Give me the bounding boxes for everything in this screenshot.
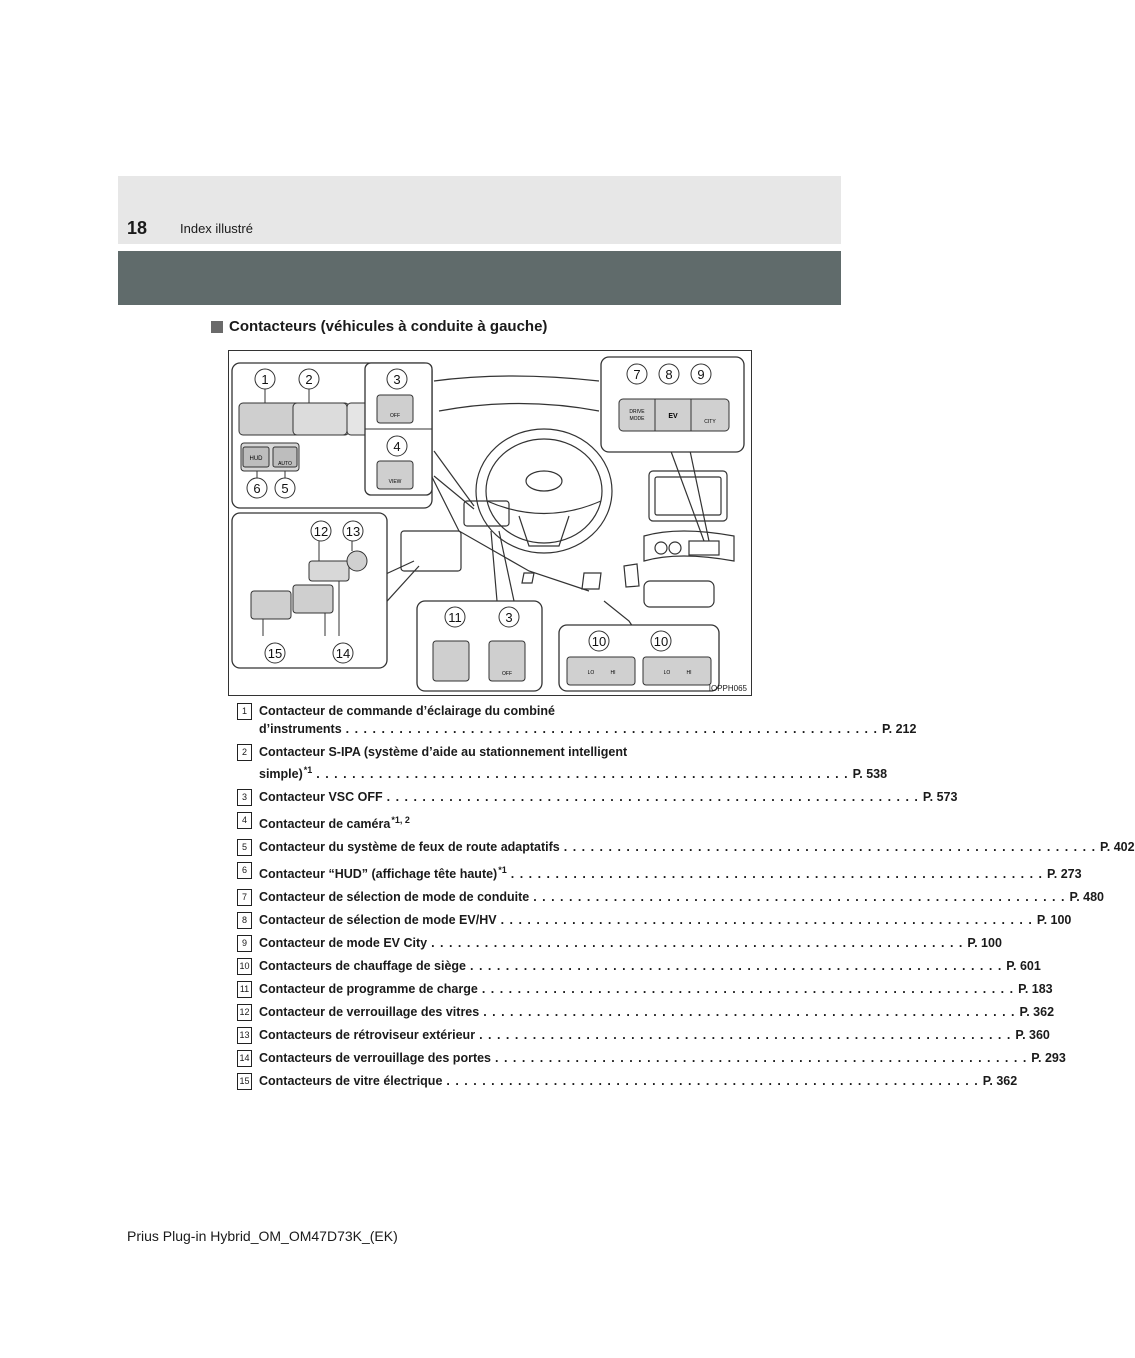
callout-2: 2 xyxy=(305,372,313,387)
dot-leader: . . . . . . . . . . . . . . . . . . . . . . . . . . . . . . . . . . . . . . . . . . . . . . . . . . . . . . . . . . . . xyxy=(563,840,1097,855)
list-item xyxy=(237,1026,1050,1044)
item-line xyxy=(259,720,917,738)
item-number-badge: 2 xyxy=(237,744,252,761)
callout-12: 12 xyxy=(313,524,329,539)
item-footnote-marker: *1, 2 xyxy=(391,815,410,826)
item-label xyxy=(259,1049,491,1067)
item-line xyxy=(259,1072,1018,1090)
item-page-ref[interactable]: P. 573 xyxy=(922,790,958,805)
item-label-text: Contacteur VSC OFF xyxy=(259,790,383,805)
item-line xyxy=(259,1049,1066,1067)
item-text xyxy=(259,811,727,833)
dot-leader: . . . . . . . . . . . . . . . . . . . . . . . . . . . . . . . . . . . . . . . . . . . . . . . . . . . . . . . . . . . . xyxy=(345,722,878,736)
item-number-badge: 1 xyxy=(237,703,252,720)
item-label xyxy=(259,811,410,833)
illustration-code: IOPPH065 xyxy=(708,684,747,693)
item-line xyxy=(259,911,1072,929)
item-number-badge: 9 xyxy=(237,935,252,952)
callout-1: 1 xyxy=(261,372,269,387)
item-number-badge: 14 xyxy=(237,1050,252,1067)
callout-10b: 10 xyxy=(653,634,669,649)
section-title-text: Contacteurs (véhicules à conduite à gauche) xyxy=(229,318,548,335)
item-page-ref[interactable]: P. 360 xyxy=(1015,1028,1050,1043)
item-label-text: Contacteur du système de feux de route adaptatifs xyxy=(259,840,560,855)
lo-label-right: LO xyxy=(663,670,671,676)
item-text xyxy=(259,1072,1018,1090)
item-footnote-marker: *1 xyxy=(303,765,313,775)
item-text xyxy=(259,957,1041,975)
list-item xyxy=(237,911,1072,929)
item-label-text: Contacteurs de chauffage de siège xyxy=(259,959,467,974)
item-text xyxy=(259,934,1002,952)
item-label-line1: Contacteur de commande d’éclairage du combiné xyxy=(259,704,555,718)
dot-leader: . . . . . . . . . . . . . . . . . . . . . . . . . . . . . . . . . . . . . . . . . . . . . . . . . . . . . . . . . . . . xyxy=(470,959,1003,974)
item-label xyxy=(259,1026,475,1044)
list-item xyxy=(237,702,917,738)
item-page-ref[interactable]: P. 480 xyxy=(1069,890,1104,905)
list-item xyxy=(237,1072,1018,1090)
item-line xyxy=(259,838,1135,856)
item-label xyxy=(259,888,529,906)
list-item xyxy=(237,888,1104,906)
item-footnote-marker: *1 xyxy=(498,865,507,876)
dot-leader: . . . . . . . . . . . . . . . . . . . . . . . . . . . . . . . . . . . . . . . . . . . . . . . . . . . . . . . . . . . . xyxy=(386,790,919,805)
list-item xyxy=(237,1003,1055,1021)
callout-8: 8 xyxy=(665,367,673,382)
lo-label-left: LO xyxy=(587,670,595,676)
auto-label: AUTO xyxy=(278,461,292,467)
item-label xyxy=(259,788,383,806)
dot-leader: . . . . . . . . . . . . . . . . . . . . . . . . . . . . . . . . . . . . . . . . . . . . . . . . . . . . . . . . . . . . xyxy=(446,1074,979,1089)
item-label-line1: Contacteur S-IPA (système d’aide au stationnement intelligent xyxy=(259,745,628,759)
item-text xyxy=(259,888,1104,906)
list-item xyxy=(237,957,1041,975)
item-text xyxy=(259,788,958,806)
list-item xyxy=(237,934,1002,952)
item-number-badge: 3 xyxy=(237,789,252,806)
item-label xyxy=(259,838,560,856)
item-line xyxy=(259,1026,1050,1044)
city-label: CITY xyxy=(704,419,716,425)
item-label-text: Contacteurs de rétroviseur extérieur xyxy=(259,1028,476,1043)
item-page-ref[interactable]: P. 362 xyxy=(1019,1005,1055,1020)
callout-3: 3 xyxy=(393,372,401,387)
dot-leader: . . . . . . . . . . . . . . . . . . . . . . . . . . . . . . . . . . . . . . . . . . . . . . . . . . . . . . . . . . . . xyxy=(495,1051,1028,1066)
page-number: 18 xyxy=(127,218,148,238)
item-line xyxy=(259,788,958,806)
item-label xyxy=(259,720,342,738)
item-label-text: simple) xyxy=(259,767,303,782)
switch-illustration xyxy=(228,350,752,696)
item-number-badge: 7 xyxy=(237,889,252,906)
item-label xyxy=(259,957,466,975)
list-item xyxy=(237,743,888,783)
item-number-badge: 13 xyxy=(237,1027,252,1044)
callout-14: 14 xyxy=(335,646,351,661)
item-label xyxy=(259,911,497,929)
item-label xyxy=(259,1072,442,1090)
item-page-ref[interactable]: P. 402 xyxy=(1100,840,1135,855)
item-label-text: Contacteur de caméra xyxy=(259,817,391,832)
dot-leader: . . . . . . . . . . . . . . . . . . . . . . . . . . . . . . . . . . . . . . . . . . . . . . . . . . . . . . . . . . . . xyxy=(481,982,1015,997)
callout-15: 15 xyxy=(267,646,283,661)
item-line xyxy=(259,888,1104,906)
item-page-ref[interactable]: P. 183 xyxy=(1018,982,1053,997)
list-item xyxy=(237,980,1053,998)
vsc-off-label: OFF xyxy=(390,413,400,419)
item-line xyxy=(259,934,1002,952)
list-item xyxy=(237,1049,1066,1067)
dot-leader: . . . . . . . . . . . . . . . . . . . . . . . . . . . . . . . . . . . . . . . . . . . . . . . . . . . . . . . . . . . . xyxy=(431,936,964,951)
item-line xyxy=(259,957,1041,975)
item-label xyxy=(259,1003,479,1021)
item-number-badge: 5 xyxy=(237,839,252,856)
callout-5: 5 xyxy=(281,481,289,496)
item-label-text: Contacteurs de verrouillage des portes xyxy=(259,1051,492,1066)
item-number-badge: 4 xyxy=(237,812,252,829)
vsc-off-label-2: OFF xyxy=(502,671,512,677)
item-text xyxy=(259,911,1072,929)
drive-label: DRIVE xyxy=(629,409,645,415)
callout-6: 6 xyxy=(253,481,261,496)
item-number-badge: 10 xyxy=(237,958,252,975)
list-item xyxy=(237,861,1082,883)
bullet-square-icon xyxy=(211,321,223,333)
dot-leader: . . . . . . . . . . . . . . . . . . . . . . . . . . . . . . . . . . . . . . . . . . . . . . . . . . . . . . . . . . . . xyxy=(533,890,1066,905)
list-item xyxy=(237,811,727,833)
hud-label: HUD xyxy=(249,456,263,462)
view-label: VIEW xyxy=(388,479,402,485)
item-text xyxy=(259,861,1082,883)
item-label-text: Contacteur de verrouillage des vitres xyxy=(259,1005,480,1020)
dot-leader: . . . . . . . . . . . . . . . . . . . . . . . . . . . . . . . . . . . . . . . . . . . . . . . . . . . . . . . . . . . . xyxy=(500,913,1033,928)
item-text xyxy=(259,702,917,738)
hi-label-right: HI xyxy=(686,670,692,676)
callout-11: 11 xyxy=(448,610,462,625)
callout-7: 7 xyxy=(633,367,641,382)
item-label-text: Contacteur “HUD” (affichage tête haute) xyxy=(259,867,498,882)
item-line xyxy=(259,1003,1055,1021)
callout-13: 13 xyxy=(345,524,361,539)
callout-4: 4 xyxy=(393,439,401,454)
item-label xyxy=(259,761,312,783)
item-text xyxy=(259,980,1053,998)
item-page-ref[interactable]: P. 273 xyxy=(1047,867,1082,882)
ev-label: EV xyxy=(668,413,678,420)
item-text xyxy=(259,743,888,783)
section-name: Index illustré xyxy=(180,221,253,236)
item-label xyxy=(259,861,507,883)
illustration-drawing xyxy=(229,351,751,695)
item-text xyxy=(259,1049,1066,1067)
item-page-ref[interactable]: P. 362 xyxy=(982,1074,1018,1089)
dot-leader: . . . . . . . . . . . . . . . . . . . . . . . . . . . . . . . . . . . . . . . . . . . . . . . . . . . . . . . . . . . . xyxy=(483,1005,1016,1020)
list-item xyxy=(237,838,1135,856)
item-number-badge: 12 xyxy=(237,1004,252,1021)
item-number-badge: 8 xyxy=(237,912,252,929)
callout-9: 9 xyxy=(697,367,705,382)
item-line xyxy=(259,980,1053,998)
item-label-text: Contacteur de sélection de mode de conduite xyxy=(259,890,530,905)
item-text xyxy=(259,1026,1050,1044)
item-label-text: Contacteurs de vitre électrique xyxy=(259,1074,443,1089)
header-dark-band xyxy=(118,251,841,305)
dot-leader: . . . . . . . . . . . . . . . . . . . . . . . . . . . . . . . . . . . . . . . . . . . . . . . . . . . . . . . . . . . . xyxy=(316,767,849,782)
item-page-ref[interactable]: P. 538 xyxy=(852,767,888,782)
item-label-text: d’instruments xyxy=(259,722,342,736)
switch-index-list xyxy=(237,702,1135,1095)
item-number-badge: 6 xyxy=(237,862,252,879)
callout-10a: 10 xyxy=(591,634,607,649)
hi-label-left: HI xyxy=(610,670,616,676)
item-line xyxy=(259,811,727,833)
item-page-ref[interactable]: P. 293 xyxy=(1031,1051,1066,1066)
item-number-badge: 15 xyxy=(237,1073,252,1090)
item-label xyxy=(259,980,478,998)
footer-text: Prius Plug-in Hybrid_OM_OM47D73K_(EK) xyxy=(127,1228,398,1244)
item-text xyxy=(259,1003,1055,1021)
item-label-text: Contacteur de programme de charge xyxy=(259,982,478,997)
item-page-ref[interactable]: P. 100 xyxy=(967,936,1002,951)
list-item xyxy=(237,788,958,806)
dot-leader: . . . . . . . . . . . . . . . . . . . . . . . . . . . . . . . . . . . . . . . . . . . . . . . . . . . . . . . . . . . . xyxy=(479,1028,1012,1043)
item-page-ref[interactable]: P. 601 xyxy=(1006,959,1041,974)
item-label-text: Contacteur de mode EV City xyxy=(259,936,428,951)
item-line xyxy=(259,761,888,783)
item-page-ref[interactable]: P. 100 xyxy=(1036,913,1072,928)
item-page-ref[interactable]: P. 212 xyxy=(881,722,917,736)
item-label-text: Contacteur de sélection de mode EV/HV xyxy=(259,913,497,928)
section-title xyxy=(211,318,547,335)
item-label xyxy=(259,934,427,952)
dot-leader: . . . . . . . . . . . . . . . . . . . . . . . . . . . . . . . . . . . . . . . . . . . . . . . . . . . . . . . . . . . . xyxy=(510,867,1044,882)
item-number-badge: 11 xyxy=(237,981,252,998)
callout-3b: 3 xyxy=(505,610,513,625)
item-text xyxy=(259,838,1135,856)
item-line xyxy=(259,861,1082,883)
mode-label: MODE xyxy=(629,416,645,422)
